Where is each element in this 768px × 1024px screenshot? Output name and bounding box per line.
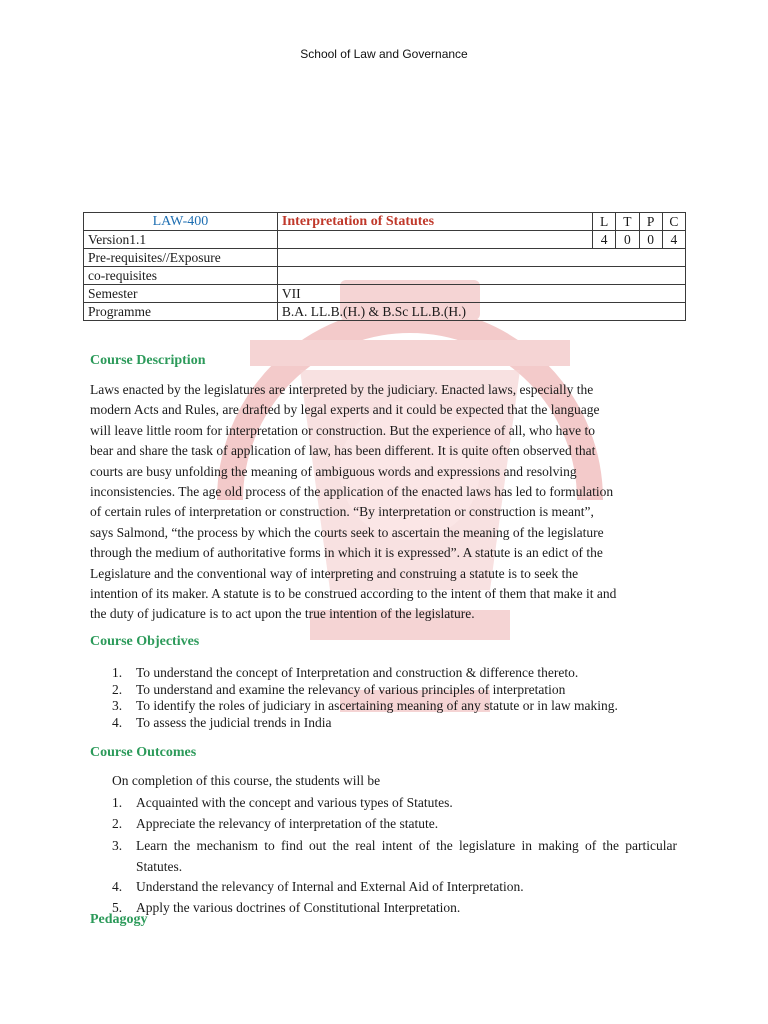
- list-item: [90, 682, 677, 699]
- course-outcomes-intro: On completion of this course, the students will be: [112, 773, 381, 788]
- row-value: VII: [277, 285, 685, 303]
- text-line: bear and share the task of application of law, has been different. It is quite often observed that: [90, 443, 596, 459]
- list-text: To assess the judicial trends in India: [136, 714, 332, 730]
- table-row: [84, 267, 686, 285]
- row-value: B.A. LL.B.(H.) & B.Sc LL.B.(H.): [277, 303, 685, 321]
- text-line: will leave little room for interpretation or construction. But the experience of all, who have to: [90, 422, 595, 438]
- list-number: 4.: [112, 879, 123, 894]
- row-label: Version1.1: [84, 231, 278, 249]
- list-text: Apply the various doctrines of Constitutional Interpretation.: [136, 899, 461, 915]
- list-text: Acquainted with the concept and various types of Statutes.: [136, 795, 453, 810]
- list-text: Understand the relevancy of Internal and External Aid of Interpretation.: [136, 879, 524, 894]
- list-item: [90, 665, 677, 682]
- table-row: [84, 303, 686, 321]
- list-item: [90, 715, 677, 732]
- text-line: intention of its maker. A statute is to be construed according to the intent of them that make it and: [90, 586, 617, 602]
- course-description-heading: Course Description: [90, 353, 206, 368]
- ltpc-label-l: L: [593, 213, 616, 231]
- row-label: Pre-requisites//Exposure: [84, 249, 278, 267]
- list-text: To understand the concept of Interpretation and construction & difference thereto.: [136, 665, 579, 680]
- pedagogy-heading: Pedagogy: [90, 912, 148, 927]
- list-text: Appreciate the relevancy of interpretation of the statute.: [136, 815, 439, 831]
- list-item: [90, 816, 677, 833]
- course-outcomes-list: [90, 795, 677, 916]
- ltpc-value-l: 4: [593, 231, 616, 249]
- ltpc-label-c: C: [662, 213, 685, 231]
- course-title: Interpretation of Statutes: [277, 213, 592, 231]
- list-item: [90, 698, 677, 715]
- table-row: [84, 231, 686, 249]
- list-text: To identify the roles of judiciary in ascertaining meaning of any statute or in law making.: [136, 698, 618, 713]
- row-value: [277, 231, 592, 249]
- list-number: 2.: [112, 681, 123, 697]
- text-line: Legislature and the conventional way of interpreting and construing a statute is to seek the: [90, 565, 579, 581]
- list-number: 1.: [112, 795, 123, 810]
- row-value: [277, 267, 685, 285]
- list-number: 1.: [112, 665, 123, 680]
- text-line: says Salmond, “the process by which the courts seek to ascertain the meaning of the legislature: [90, 524, 604, 540]
- page-header-title: School of Law and Governance: [300, 47, 468, 61]
- course-objectives-list: [90, 665, 677, 731]
- course-info-table: [83, 212, 686, 321]
- ltpc-label-p: P: [639, 213, 662, 231]
- list-number: 3.: [112, 698, 123, 713]
- text-line: the duty of judicature is to act upon the true intention of the legislature.: [90, 606, 475, 622]
- list-number: 3.: [112, 838, 123, 853]
- list-number: 4.: [112, 714, 123, 730]
- row-label: co-requisites: [84, 267, 278, 285]
- list-item: [90, 795, 677, 812]
- table-row: [84, 213, 686, 231]
- course-objectives-heading: Course Objectives: [90, 634, 200, 649]
- list-text: To understand and examine the relevancy of various principles of interpretation: [136, 681, 566, 697]
- row-label: Semester: [84, 285, 278, 303]
- list-item: [90, 879, 677, 896]
- ltpc-label-t: T: [616, 213, 639, 231]
- ltpc-value-p: 0: [639, 231, 662, 249]
- list-item: [90, 836, 677, 877]
- table-row: [84, 285, 686, 303]
- course-outcomes-heading: Course Outcomes: [90, 745, 197, 760]
- course-code: LAW-400: [84, 213, 278, 231]
- list-text: Learn the mechanism to find out the real intent of the legislature in making of the particular Statutes.: [136, 838, 677, 874]
- list-number: 5.: [112, 899, 123, 915]
- row-label: Programme: [84, 303, 278, 321]
- table-row: [84, 249, 686, 267]
- text-line: of certain rules of interpretation or construction. “By interpretation or construction is meant”,: [90, 504, 594, 520]
- course-description-text: [90, 380, 677, 625]
- ltpc-value-t: 0: [616, 231, 639, 249]
- ltpc-value-c: 4: [662, 231, 685, 249]
- text-line: courts are busy unfolding the meaning of ambiguous words and expressions and resolving: [90, 463, 577, 479]
- row-value: [277, 249, 685, 267]
- list-item: [90, 900, 677, 917]
- text-line: through the medium of authoritative forms in which it is expressed”. A statute is an edict of the: [90, 545, 603, 561]
- text-line: inconsistencies. The age old process of the application of the enacted laws has led to formulation: [90, 484, 614, 500]
- text-line: modern Acts and Rules, are drafted by legal experts and it could be expected that the language: [90, 402, 600, 418]
- list-number: 2.: [112, 815, 123, 831]
- text-line: Laws enacted by the legislatures are interpreted by the judiciary. Enacted laws, especially the: [90, 382, 594, 397]
